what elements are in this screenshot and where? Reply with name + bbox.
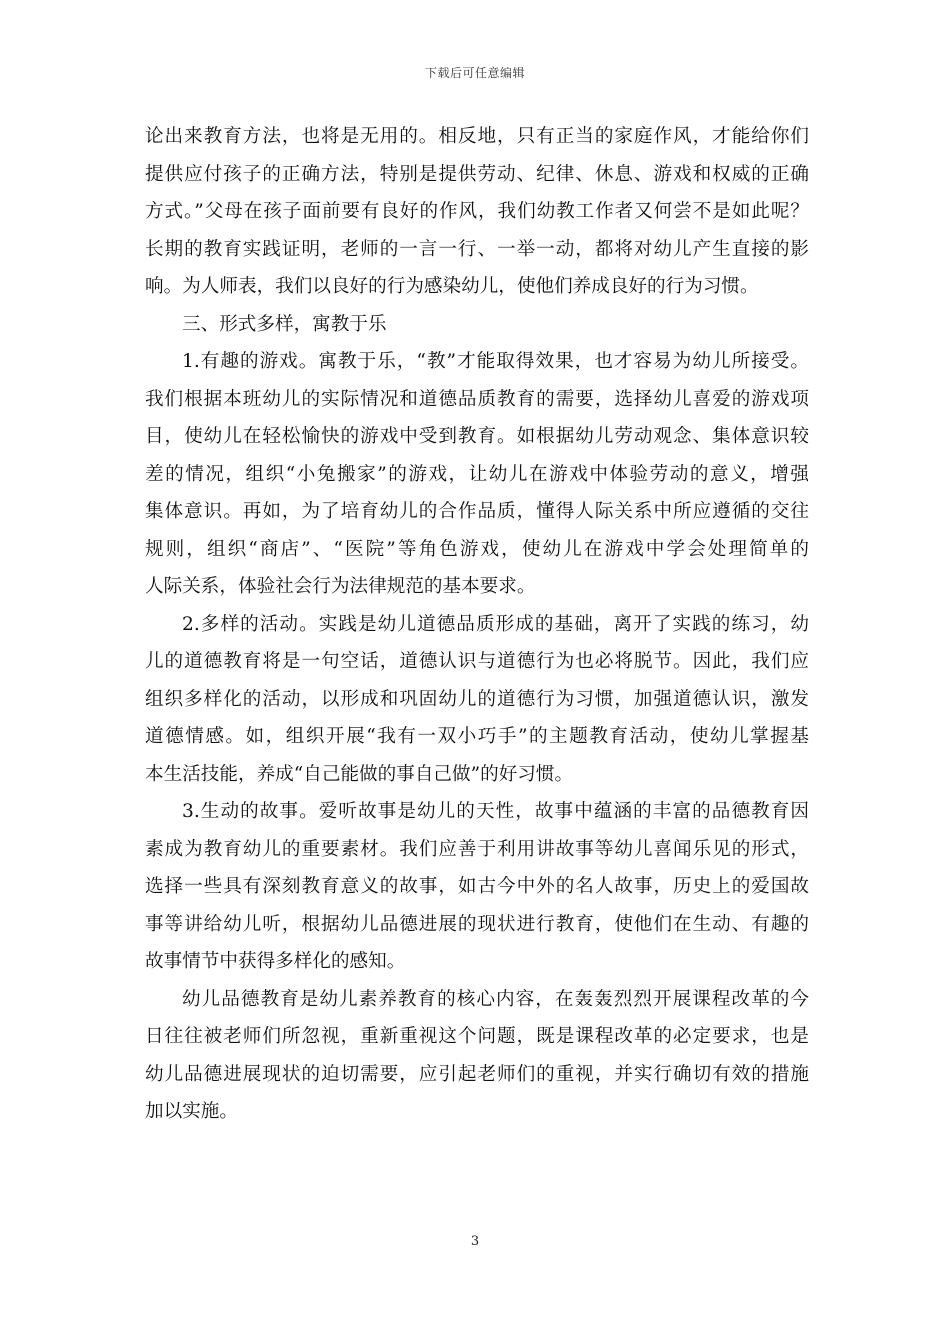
text-line: 我们根据本班幼儿的实际情况和道德品质教育的需要，选择幼儿喜爱的游戏项 [145, 388, 809, 410]
text-line: 差的情况，组织“小兔搬家”的游戏，让幼儿在游戏中体验劳动的意义，增强 [145, 463, 809, 485]
text-line: 组织多样化的活动，以形成和巩固幼儿的道德行为习惯，加强道德认识，激发 [145, 688, 809, 710]
text-line: 日往往被老师们所忽视，重新重视这个问题，既是课程改革的必定要求，也是 [145, 1026, 809, 1047]
page-number: 3 [470, 1234, 480, 1249]
text-line: 儿的道德教育将是一句空话，道德认识与道德行为也必将脱节。因此，我们应 [145, 651, 809, 672]
text-line: 2.多样的活动。实践是幼儿道德品质形成的基础，离开了实践的练习，幼 [182, 613, 809, 635]
text-line: 提供应付孩子的正确方法，特别是提供劳动、纪律、休息、游戏和权威的正确 [145, 163, 809, 185]
page-header-note: 下载后可任意编辑 [424, 66, 525, 80]
text-line: 1.有趣的游戏。寓教于乐，“教”才能取得效果，也才容易为幼儿所接受。 [182, 351, 809, 372]
text-line: 长期的教育实践证明，老师的一言一行、一举一动，都将对幼儿产生直接的影 [145, 238, 809, 260]
text-line: 目，使幼儿在轻松愉快的游戏中受到教育。如根据幼儿劳动观念、集体意识较 [145, 426, 809, 447]
text-line: 3.生动的故事。爱听故事是幼儿的天性，故事中蕴涵的丰富的品德教育因 [182, 801, 809, 822]
text-line: 论出来教育方法，也将是无用的。相反地，只有正当的家庭作风，才能给你们 [145, 126, 809, 147]
text-line: 响。为人师表，我们以良好的行为感染幼儿，使他们养成良好的行为习惯。 [145, 276, 759, 297]
text-line: 幼儿品德教育是幼儿素养教育的核心内容，在轰轰烈烈开展课程改革的今 [182, 988, 809, 1010]
text-line: 加以实施。 [145, 1101, 238, 1122]
text-line: 素成为教育幼儿的重要素材。我们应善于利用讲故事等幼儿喜闻乐见的形式， [145, 838, 809, 860]
text-line: 本生活技能，养成“自己能做的事自己做”的好习惯。 [145, 763, 574, 785]
text-line: 事等讲给幼儿听，根据幼儿品德进展的现状进行教育，使他们在生动、有趣的 [145, 913, 809, 935]
text-line: 故事情节中获得多样化的感知。 [145, 951, 406, 972]
text-line: 规则，组织“商店”、“医院”等角色游戏，使幼儿在游戏中学会处理简单的 [145, 538, 809, 560]
text-line: 方式。”父母在孩子面前要有良好的作风，我们幼教工作者又何尝不是如此呢？ [145, 201, 809, 222]
text-line: 三、形式多样，寓教于乐 [182, 313, 387, 335]
text-line: 幼儿品德进展现状的迫切需要，应引起老师们的重视，并实行确切有效的措施 [145, 1063, 809, 1085]
document-body [145, 118, 809, 1131]
text-line: 选择一些具有深刻教育意义的故事，如古今中外的名人故事，历史上的爱国故 [145, 876, 809, 897]
text-line: 人际关系，体验社会行为法律规范的基本要求。 [145, 576, 536, 597]
text-line: 集体意识。再如，为了培育幼儿的合作品质，懂得人际关系中所应遵循的交往 [145, 501, 809, 522]
text-line: 道德情感。如，组织开展“我有一双小巧手”的主题教育活动，使幼儿掌握基 [145, 726, 809, 747]
